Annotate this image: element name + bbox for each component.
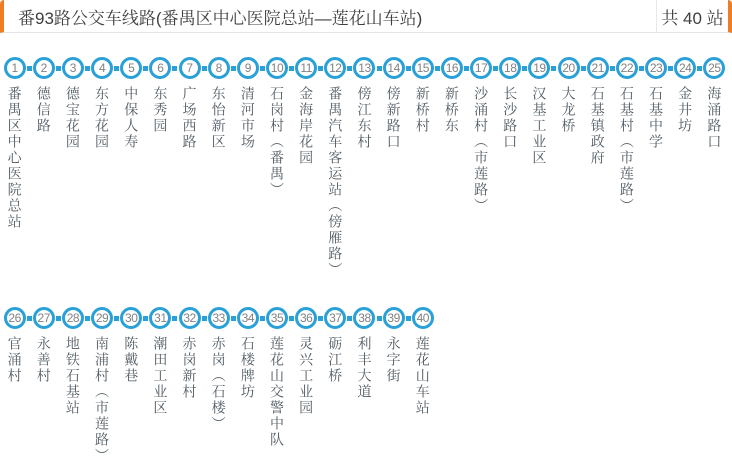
- station-name[interactable]: 广场西路: [181, 86, 198, 150]
- route-link-icon: [56, 316, 61, 321]
- station-number-badge[interactable]: 24: [674, 57, 696, 79]
- station-number-badge[interactable]: 31: [149, 307, 171, 329]
- station-number-badge[interactable]: 40: [412, 307, 434, 329]
- route-link-icon: [610, 66, 615, 71]
- station-stop[interactable]: [58, 307, 87, 416]
- station-name[interactable]: 傍江东村: [356, 86, 373, 150]
- station-stop[interactable]: [292, 57, 321, 166]
- route-link-icon: [318, 66, 323, 71]
- route-link-icon: [85, 316, 90, 321]
- station-name[interactable]: 官涌村: [6, 336, 23, 384]
- station-stop[interactable]: [233, 307, 262, 400]
- station-stop[interactable]: [350, 307, 379, 400]
- station-number-badge[interactable]: 38: [353, 307, 375, 329]
- station-name[interactable]: 陈戴巷: [123, 336, 140, 384]
- station-name[interactable]: 砺江桥: [327, 336, 344, 384]
- station-number-badge[interactable]: 10: [266, 57, 288, 79]
- station-name[interactable]: 潮田工业区: [152, 336, 169, 416]
- route-link-icon: [172, 316, 177, 321]
- route-link-icon: [551, 66, 556, 71]
- station-name[interactable]: 金海岸花园: [298, 86, 315, 166]
- station-number-badge[interactable]: 17: [470, 57, 492, 79]
- station-name[interactable]: 东秀园: [152, 86, 169, 134]
- station-name[interactable]: 东怡新区: [210, 86, 227, 150]
- station-number-badge[interactable]: 15: [412, 57, 434, 79]
- station-number-badge[interactable]: 8: [208, 57, 230, 79]
- station-number-badge[interactable]: 16: [441, 57, 463, 79]
- route-link-icon: [406, 66, 411, 71]
- station-name[interactable]: 灵兴工业园: [298, 336, 315, 416]
- station-number-badge[interactable]: 27: [33, 307, 55, 329]
- station-name[interactable]: 石基镇政府: [589, 86, 606, 166]
- station-number-badge[interactable]: 30: [120, 307, 142, 329]
- station-number-badge[interactable]: 3: [62, 57, 84, 79]
- station-number-badge[interactable]: 26: [4, 307, 26, 329]
- station-name[interactable]: 中保人寿: [123, 86, 140, 150]
- station-stop[interactable]: [204, 57, 233, 150]
- route-link-icon: [493, 66, 498, 71]
- station-name[interactable]: 莲花山交警中队: [268, 336, 285, 448]
- station-name[interactable]: 莲花山车站: [414, 336, 431, 416]
- station-stop[interactable]: [0, 307, 29, 384]
- station-stop[interactable]: [233, 57, 262, 150]
- station-name[interactable]: 海涌路口: [706, 86, 723, 150]
- route-link-icon: [639, 66, 644, 71]
- route-link-icon: [435, 66, 440, 71]
- route-link-icon: [85, 66, 90, 71]
- station-number-badge[interactable]: 22: [616, 57, 638, 79]
- station-name[interactable]: 永字街: [385, 336, 402, 384]
- route-link-icon: [289, 316, 294, 321]
- station-name[interactable]: 石基中学: [648, 86, 665, 150]
- station-stop[interactable]: [87, 307, 116, 464]
- station-stop[interactable]: [29, 57, 58, 134]
- station-stop[interactable]: [175, 57, 204, 150]
- station-number-badge[interactable]: 25: [703, 57, 725, 79]
- station-stop[interactable]: [612, 57, 641, 214]
- station-number-badge[interactable]: 34: [237, 307, 259, 329]
- station-stop[interactable]: [262, 307, 291, 448]
- station-name[interactable]: 傍新路口: [385, 86, 402, 150]
- route-link-icon: [347, 66, 352, 71]
- route-row-2: [0, 307, 732, 464]
- station-number-badge[interactable]: 5: [120, 57, 142, 79]
- station-stop[interactable]: [554, 57, 583, 134]
- station-number-badge[interactable]: 19: [528, 57, 550, 79]
- station-name[interactable]: 新桥东: [443, 86, 460, 134]
- station-stop[interactable]: [700, 57, 729, 150]
- station-stop[interactable]: [408, 307, 437, 416]
- station-stop[interactable]: [641, 57, 670, 150]
- station-stop[interactable]: [379, 57, 408, 150]
- station-number-badge[interactable]: 11: [295, 57, 317, 79]
- station-stop[interactable]: [496, 57, 525, 150]
- station-number-badge[interactable]: 7: [179, 57, 201, 79]
- station-number-badge[interactable]: 13: [353, 57, 375, 79]
- station-stop[interactable]: [408, 57, 437, 134]
- route-link-icon: [406, 316, 411, 321]
- route-link-icon: [581, 66, 586, 71]
- route-link-icon: [231, 316, 236, 321]
- station-name[interactable]: 利丰大道: [356, 336, 373, 400]
- route-title: 番93路公交车线路(番禺区中心医院总站—莲花山车站): [18, 8, 423, 28]
- station-number-badge[interactable]: 39: [383, 307, 405, 329]
- station-stop[interactable]: [321, 57, 350, 278]
- station-stop[interactable]: [58, 57, 87, 150]
- station-name[interactable]: 清河市场: [239, 86, 256, 150]
- station-number-badge[interactable]: 2: [33, 57, 55, 79]
- route-link-icon: [260, 66, 265, 71]
- station-number-badge[interactable]: 36: [295, 307, 317, 329]
- station-number-badge[interactable]: 18: [499, 57, 521, 79]
- station-number-badge[interactable]: 23: [645, 57, 667, 79]
- route-link-icon: [114, 66, 119, 71]
- station-name[interactable]: 沙涌村（市莲路）: [473, 86, 490, 214]
- station-name[interactable]: 金井坊: [677, 86, 694, 134]
- station-name[interactable]: 石楼牌坊: [239, 336, 256, 400]
- station-name[interactable]: 石基村（市莲路）: [618, 86, 635, 214]
- route-link-icon: [231, 66, 236, 71]
- station-number-badge[interactable]: 20: [558, 57, 580, 79]
- station-name[interactable]: 永善村: [35, 336, 52, 384]
- station-count-badge: 共 40 站: [656, 0, 728, 32]
- route-link-icon: [347, 316, 352, 321]
- station-stop[interactable]: [437, 57, 466, 134]
- station-number-badge[interactable]: 21: [587, 57, 609, 79]
- route-row-1: [0, 57, 732, 307]
- route-link-icon: [56, 66, 61, 71]
- station-number-badge[interactable]: 1: [4, 57, 26, 79]
- station-name[interactable]: 大龙桥: [560, 86, 577, 134]
- station-name[interactable]: 德宝花园: [64, 86, 81, 150]
- station-stop[interactable]: [262, 57, 291, 198]
- station-name[interactable]: 东方花园: [94, 86, 111, 150]
- route-link-icon: [668, 66, 673, 71]
- station-number-badge[interactable]: 14: [383, 57, 405, 79]
- station-stop[interactable]: [117, 57, 146, 150]
- route-link-icon: [377, 316, 382, 321]
- station-stop[interactable]: [583, 57, 612, 166]
- route-link-icon: [27, 316, 32, 321]
- route-link-icon: [27, 66, 32, 71]
- station-name[interactable]: 德信路: [35, 86, 52, 134]
- station-name[interactable]: 石岗村（番禺）: [268, 86, 285, 198]
- route-link-icon: [202, 316, 207, 321]
- station-stop[interactable]: [321, 307, 350, 384]
- route-link-icon: [143, 316, 148, 321]
- route-link-icon: [143, 66, 148, 71]
- route-link-icon: [202, 66, 207, 71]
- station-stop[interactable]: [0, 57, 29, 230]
- station-number-badge[interactable]: 28: [62, 307, 84, 329]
- route-header: [0, 0, 732, 33]
- station-stop[interactable]: [379, 307, 408, 384]
- station-stop[interactable]: [146, 57, 175, 134]
- route-link-icon: [289, 66, 294, 71]
- station-stop[interactable]: [350, 57, 379, 150]
- route-link-icon: [318, 316, 323, 321]
- station-stop[interactable]: [525, 57, 554, 166]
- station-name[interactable]: 番禺区中心医院总站: [6, 86, 23, 230]
- station-number-badge[interactable]: 37: [324, 307, 346, 329]
- station-stop[interactable]: [292, 307, 321, 416]
- station-stop[interactable]: [671, 57, 700, 134]
- station-number-badge[interactable]: 6: [149, 57, 171, 79]
- station-number-badge[interactable]: 35: [266, 307, 288, 329]
- route-link-icon: [464, 66, 469, 71]
- station-stop[interactable]: [175, 307, 204, 400]
- station-stop[interactable]: [117, 307, 146, 384]
- station-number-badge[interactable]: 29: [91, 307, 113, 329]
- station-number-badge[interactable]: 4: [91, 57, 113, 79]
- station-number-badge[interactable]: 32: [179, 307, 201, 329]
- route-link-icon: [522, 66, 527, 71]
- station-stop[interactable]: [204, 307, 233, 432]
- route-link-icon: [260, 316, 265, 321]
- station-number-badge[interactable]: 9: [237, 57, 259, 79]
- route-link-icon: [114, 316, 119, 321]
- station-stop[interactable]: [29, 307, 58, 384]
- station-name[interactable]: 番禺汽车客运站（傍雁路）: [327, 86, 344, 278]
- station-number-badge[interactable]: 33: [208, 307, 230, 329]
- station-stop[interactable]: [87, 57, 116, 150]
- station-number-badge[interactable]: 12: [324, 57, 346, 79]
- station-name[interactable]: 长沙路口: [502, 86, 519, 150]
- route-link-icon: [697, 66, 702, 71]
- station-name[interactable]: 南浦村（市莲路）: [94, 336, 111, 464]
- station-name[interactable]: 赤岗（石楼）: [210, 336, 227, 432]
- station-name[interactable]: 汉基工业区: [531, 86, 548, 166]
- station-stop[interactable]: [467, 57, 496, 214]
- station-stop[interactable]: [146, 307, 175, 416]
- station-name[interactable]: 新桥村: [414, 86, 431, 134]
- station-name[interactable]: 赤岗新村: [181, 336, 198, 400]
- route-link-icon: [172, 66, 177, 71]
- station-name[interactable]: 地铁石基站: [64, 336, 81, 416]
- route-link-icon: [377, 66, 382, 71]
